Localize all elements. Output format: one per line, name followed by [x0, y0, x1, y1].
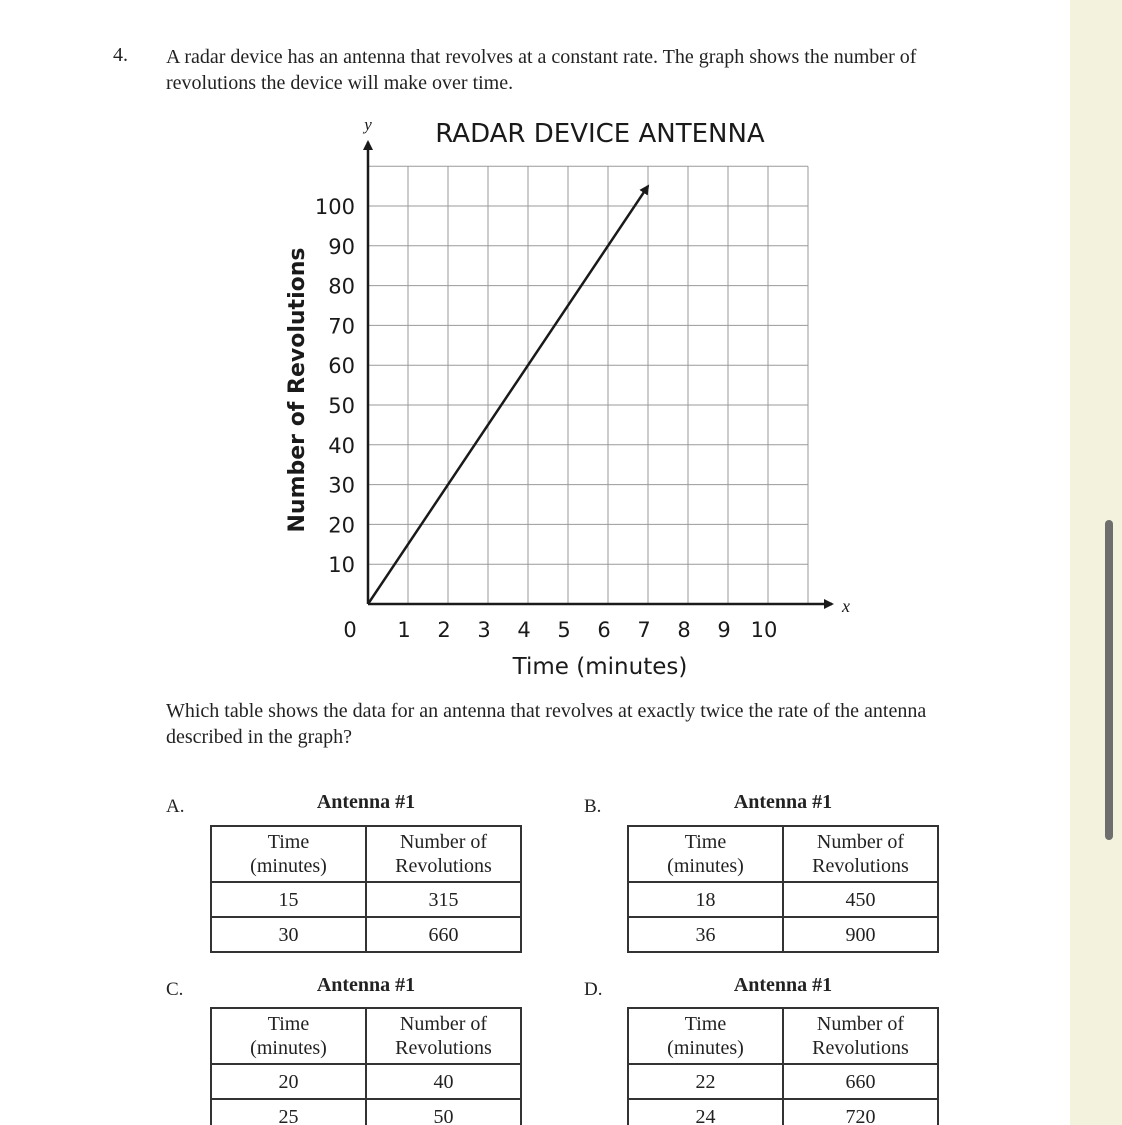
table-cell-time: 22: [628, 1064, 783, 1099]
option-c-title: Antenna #1: [316, 974, 416, 996]
y-tick-label: 20: [328, 513, 355, 538]
table-header-revolutions: Number of Revolutions: [783, 1008, 938, 1064]
x-tick-label: 8: [677, 618, 691, 642]
table-cell-time: 20: [211, 1064, 366, 1099]
y-tick-label: 40: [328, 433, 355, 458]
y-tick-label: 10: [328, 553, 355, 578]
table-header-time: Time (minutes): [628, 1008, 783, 1064]
x-tick-label: 1: [397, 618, 411, 642]
x-axis-symbol: x: [842, 596, 850, 616]
table-row: [628, 917, 938, 952]
option-b-title: Antenna #1: [733, 791, 833, 813]
table-cell-time: 30: [211, 917, 366, 952]
table-header-revolutions: Number of Revolutions: [366, 1008, 521, 1064]
table-cell-revolutions: 720: [783, 1099, 938, 1125]
table-header-time: Time (minutes): [211, 1008, 366, 1064]
option-a-letter[interactable]: A.: [166, 796, 185, 817]
x-tick-label: 4: [517, 618, 531, 642]
option-b-table: [627, 825, 939, 953]
table-row: [211, 1064, 521, 1099]
option-d-title: Antenna #1: [733, 974, 833, 996]
y-tick-label: 60: [328, 354, 355, 379]
table-row: [211, 1099, 521, 1125]
table-cell-time: 15: [211, 882, 366, 917]
table-header-time: Time (minutes): [211, 826, 366, 882]
option-a-title: Antenna #1: [316, 791, 416, 813]
y-tick-label: 80: [328, 274, 355, 299]
y-tick-label: 30: [328, 473, 355, 498]
option-d-table: [627, 1007, 939, 1125]
table-cell-revolutions: 900: [783, 917, 938, 952]
origin-label: 0: [343, 618, 357, 642]
x-tick-label: 7: [637, 618, 651, 642]
option-c-table: [210, 1007, 522, 1125]
table-cell-revolutions: 660: [783, 1064, 938, 1099]
table-row: [211, 917, 521, 952]
question-text: A radar device has an antenna that revolves at a constant rate. The graph shows the number of revolutions the device will make over time.: [166, 46, 917, 94]
vertical-scrollbar[interactable]: [1105, 520, 1113, 840]
option-d-letter[interactable]: D.: [584, 979, 603, 1000]
table-cell-time: 36: [628, 917, 783, 952]
series-line: [368, 186, 648, 604]
x-tick-label: 2: [437, 618, 451, 642]
x-tick-label: 3: [477, 618, 491, 642]
y-axis-label: Number of Revolutions: [285, 247, 310, 533]
table-cell-revolutions: 50: [366, 1099, 521, 1125]
table-cell-revolutions: 315: [366, 882, 521, 917]
table-cell-time: 24: [628, 1099, 783, 1125]
table-row: [211, 882, 521, 917]
table-header-revolutions: Number of Revolutions: [783, 826, 938, 882]
y-tick-label: 100: [314, 195, 355, 219]
y-tick-label: 50: [328, 394, 355, 418]
table-cell-revolutions: 660: [366, 917, 521, 952]
x-tick-label: 10: [750, 618, 778, 642]
table-cell-time: 25: [211, 1099, 366, 1125]
table-row: [628, 1099, 938, 1125]
y-axis-symbol: y: [364, 115, 372, 134]
x-axis-label: Time (minutes): [512, 654, 688, 680]
question-number: 4.: [113, 44, 128, 66]
y-tick-label: 90: [328, 234, 355, 259]
table-row: [628, 1064, 938, 1099]
option-c-letter[interactable]: C.: [166, 979, 184, 1000]
x-tick-label: 9: [717, 618, 731, 642]
table-cell-revolutions: 40: [366, 1064, 521, 1099]
x-tick-label: 5: [557, 618, 571, 642]
chart-title: RADAR DEVICE ANTENNA: [435, 119, 765, 149]
option-a-table: [210, 825, 522, 953]
y-tick-label: 70: [328, 314, 355, 339]
table-row: [628, 882, 938, 917]
question-prompt: Which table shows the data for an antenna that revolves at exactly twice the rate of the antenna described in the graph?: [166, 700, 927, 748]
option-b-letter[interactable]: B.: [584, 796, 602, 817]
table-cell-revolutions: 450: [783, 882, 938, 917]
x-tick-label: 6: [597, 618, 611, 642]
table-cell-time: 18: [628, 882, 783, 917]
table-header-time: Time (minutes): [628, 826, 783, 882]
table-header-revolutions: Number of Revolutions: [366, 826, 521, 882]
